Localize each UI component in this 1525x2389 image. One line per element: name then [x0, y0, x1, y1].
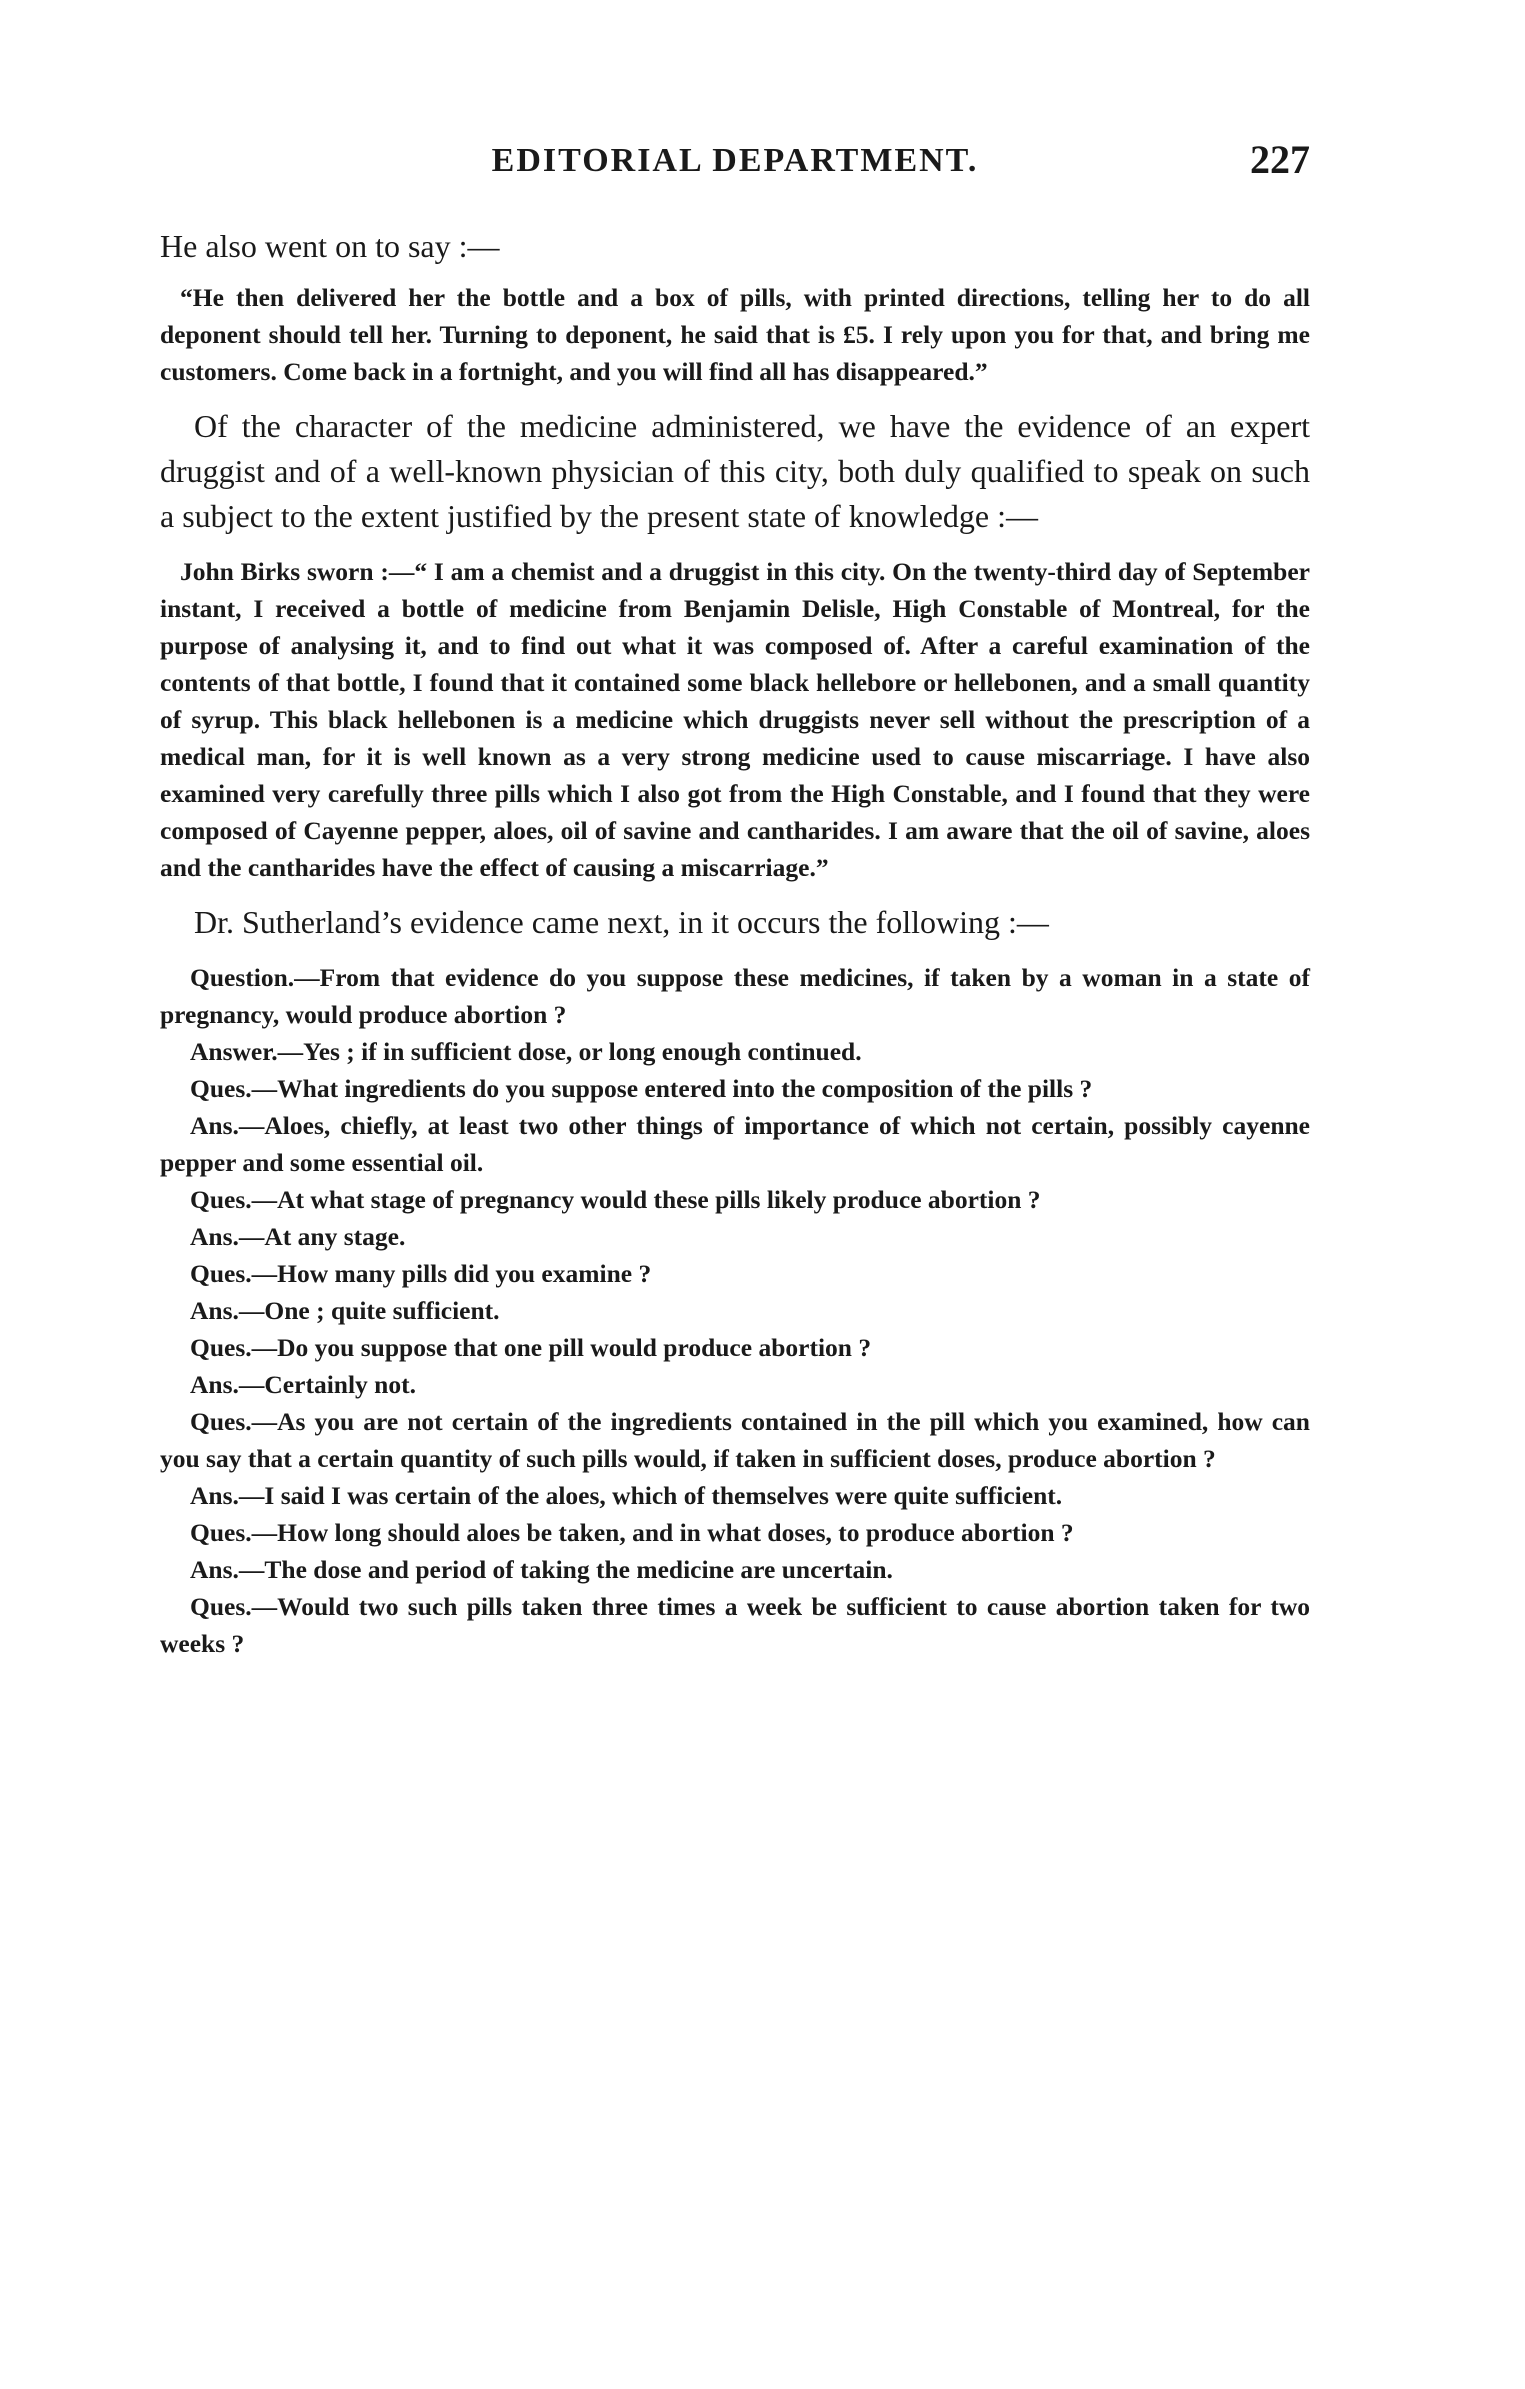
- paragraph-character-of-medicine: Of the character of the medicine administered, we have the evidence of an expert druggist and of a well-known physician of this city, both duly qualified to speak on such a subject to the extent justified by the present state of knowledge :—: [160, 408, 1310, 534]
- qa-item: Ans.—Aloes, chiefly, at least two other things of importance of which not certain, possibly cayenne pepper and some essential oil.: [160, 1111, 1310, 1177]
- qa-item: Ques.—How many pills did you examine ?: [190, 1259, 652, 1288]
- paragraph-sutherland-intro: Dr. Sutherland’s evidence came next, in it occurs the following :—: [194, 904, 1049, 940]
- section-title: EDITORIAL DEPARTMENT.: [491, 142, 979, 179]
- qa-item: Ques.—What ingredients do you suppose entered into the composition of the pills ?: [190, 1074, 1093, 1103]
- page-number: 227: [1250, 137, 1310, 182]
- qa-item: Question.—From that evidence do you suppose these medicines, if taken by a woman in a state of pregnancy, would produce abortion ?: [160, 963, 1310, 1029]
- qa-item: Ans.—Certainly not.: [190, 1370, 416, 1399]
- qa-item: Ans.—I said I was certain of the aloes, which of themselves were quite sufficient.: [190, 1481, 1063, 1510]
- qa-item: Ques.—As you are not certain of the ingredients contained in the pill which you examined, how can you say that a certain quantity of such pills would, if taken in sufficient doses, produce abortion ?: [160, 1407, 1310, 1473]
- qa-item: Ques.—Do you suppose that one pill would produce abortion ?: [190, 1333, 872, 1362]
- page-body: [160, 218, 1310, 1662]
- qa-item: Ques.—Would two such pills taken three times a week be sufficient to cause abortion taken for two weeks ?: [160, 1592, 1310, 1658]
- deposition-quote: “He then delivered her the bottle and a box of pills, with printed directions, telling her to do all deponent should tell her. Turning to deponent, he said that is £5. I rely upon you for that, and bring me customers. Come back in a fortnight, and you will find all has disappeared.”: [160, 283, 1310, 386]
- qa-item: Ans.—The dose and period of taking the medicine are uncertain.: [190, 1555, 893, 1584]
- qa-item: Ques.—How long should aloes be taken, and in what doses, to produce abortion ?: [190, 1518, 1074, 1547]
- question-answer-list: [160, 959, 1310, 1662]
- qa-item: Ans.—One ; quite sufficient.: [190, 1296, 500, 1325]
- qa-item: Answer.—Yes ; if in sufficient dose, or long enough continued.: [190, 1037, 862, 1066]
- qa-item: Ans.—At any stage.: [190, 1222, 406, 1251]
- qa-item: Ques.—At what stage of pregnancy would these pills likely produce abortion ?: [190, 1185, 1041, 1214]
- birks-testimony: John Birks sworn :—“ I am a chemist and a druggist in this city. On the twenty-third day of September instant, I received a bottle of medicine from Benjamin Delisle, High Constable of Montreal, for the purpose of analysing it, and to find out what it was composed of. After a careful examination of the contents of that bottle, I found that it contained some black hellebore or hellebonen, and a small quantity of syrup. This black hellebonen is a medicine which druggists never sell without the prescription of a medical man, for it is well known as a very strong medicine used to cause miscarriage. I have also examined very carefully three pills which I also got from the High Constable, and I found that they were composed of Cayenne pepper, aloes, oil of savine and cantharides. I am aware that the oil of savine, aloes and the cantharides have the effect of causing a miscarriage.”: [160, 557, 1310, 882]
- running-header: [160, 137, 1310, 192]
- lead-line: He also went on to say :—: [160, 228, 500, 264]
